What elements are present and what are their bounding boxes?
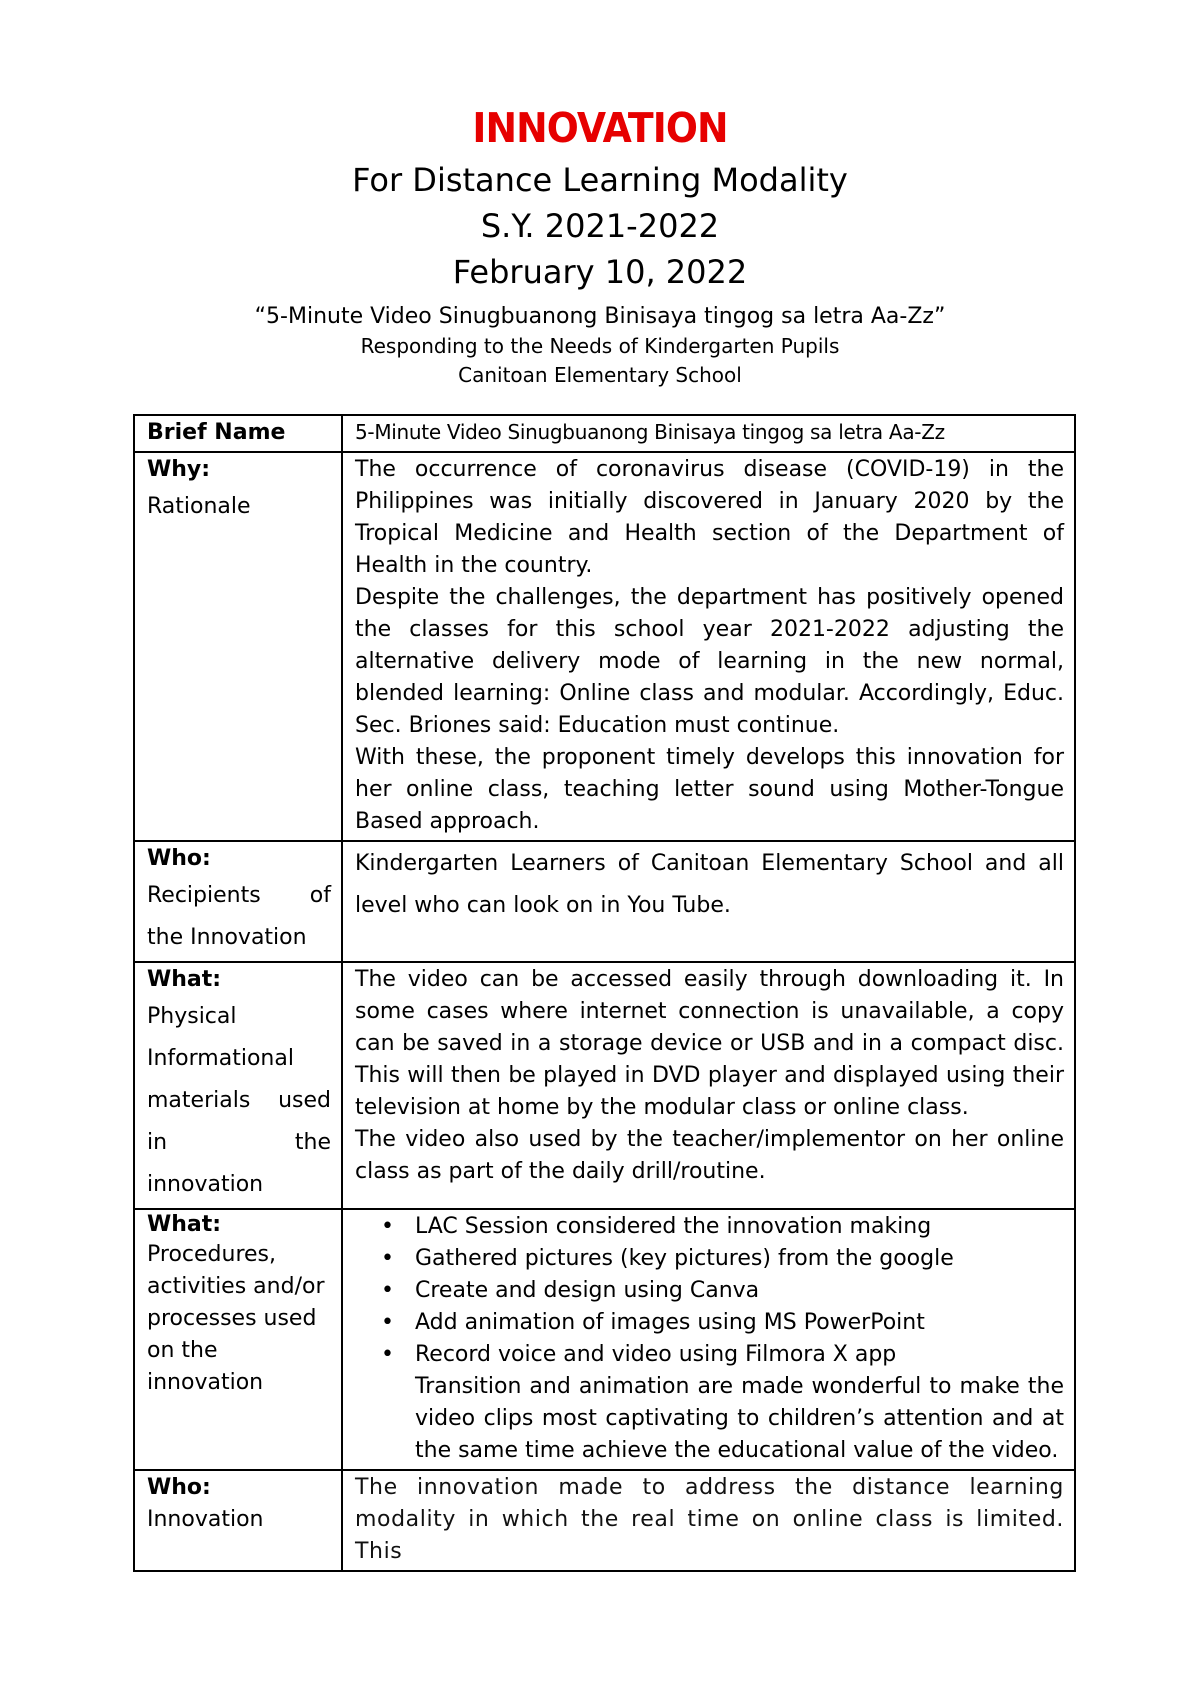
recipients-label: Recipients of the Innovation — [147, 883, 331, 950]
table-row-who-innovation — [134, 1470, 1075, 1571]
table-row-why — [134, 452, 1075, 841]
responding-line: Responding to the Needs of Kindergarten Pupils — [360, 334, 840, 358]
document-title: INNOVATION — [472, 104, 728, 152]
document-date: February 10, 2022 — [452, 253, 748, 291]
table-row-what-procedures — [134, 1209, 1075, 1470]
materials-paragraph-1: The video can be accessed easily through downloading it. In some cases where internet connection is unavailable, a copy can be saved in a storage device or USB and in a compact disc. This will then be played in DVD player and displayed using their television at home by the modular class or online class. — [355, 967, 1064, 1120]
what-procedures-label: What: — [147, 1212, 222, 1237]
list-item: • Create and design using Canva — [415, 1275, 1064, 1307]
table-row-who-recipients — [134, 841, 1075, 962]
video-title: “5-Minute Video Sinugbuanong Binisaya tingog sa letra Aa-Zz” — [254, 304, 946, 329]
table-row-what-materials — [134, 962, 1075, 1209]
materials-label: Physical Informational materials used in the innovation — [147, 1004, 331, 1197]
brief-name-value: 5-Minute Video Sinugbuanong Binisaya tingog sa letra Aa-Zz — [355, 420, 945, 444]
rationale-paragraph-1: The occurrence of coronavirus disease (COVID-19) in the Philippines was initially discovered in January 2020 by the Tropical Medicine and Health section of the Department of Health in the country. — [355, 457, 1064, 578]
why-label: Why: — [147, 457, 211, 482]
list-item: • LAC Session considered the innovation making — [415, 1211, 1064, 1243]
innovation-table — [133, 414, 1076, 1572]
rationale-paragraph-2: Despite the challenges, the department has positively opened the classes for this school year 2021-2022 adjusting the alternative delivery mode of learning in the new normal, blended learning: Online class and modular. Accordingly, Educ. Sec. Briones said: Education must continue. — [355, 585, 1064, 738]
innovation-value: The innovation made to address the distance learning modality in which the real time on online class is limited. This — [355, 1475, 1064, 1564]
brief-name-label: Brief Name — [147, 420, 286, 445]
procedure-steps-list — [355, 1211, 1064, 1371]
who-innovation-label: Who: — [147, 1475, 211, 1500]
list-item: • Add animation of images using MS PowerPoint — [415, 1307, 1064, 1339]
school-year: S.Y. 2021-2022 — [480, 207, 720, 245]
document-subtitle: For Distance Learning Modality — [352, 161, 848, 199]
document-header — [0, 100, 1200, 390]
procedures-note: Transition and animation are made wonderful to make the video clips most captivating to children’s attention and at the same time achieve the educational value of the video. — [415, 1374, 1064, 1463]
what-label: What: — [147, 967, 222, 992]
rationale-label: Rationale — [147, 494, 251, 519]
materials-paragraph-2: The video also used by the teacher/implementor on her online class as part of the daily drill/routine. — [355, 1127, 1064, 1184]
procedures-label: Procedures, activities and/or processes used on the innovation — [147, 1242, 325, 1395]
list-item: • Record voice and video using Filmora X app — [415, 1339, 1064, 1371]
recipients-value: Kindergarten Learners of Canitoan Elementary School and all level who can look on in You Tube. — [355, 851, 1064, 918]
who-label: Who: — [147, 846, 211, 871]
rationale-paragraph-3: With these, the proponent timely develops this innovation for her online class, teaching letter sound using Mother-Tongue Based approach. — [355, 745, 1064, 834]
school-name: Canitoan Elementary School — [458, 363, 742, 387]
table-row-brief-name — [134, 415, 1075, 452]
list-item: • Gathered pictures (key pictures) from the google — [415, 1243, 1064, 1275]
innovation-label: Innovation — [147, 1507, 264, 1532]
